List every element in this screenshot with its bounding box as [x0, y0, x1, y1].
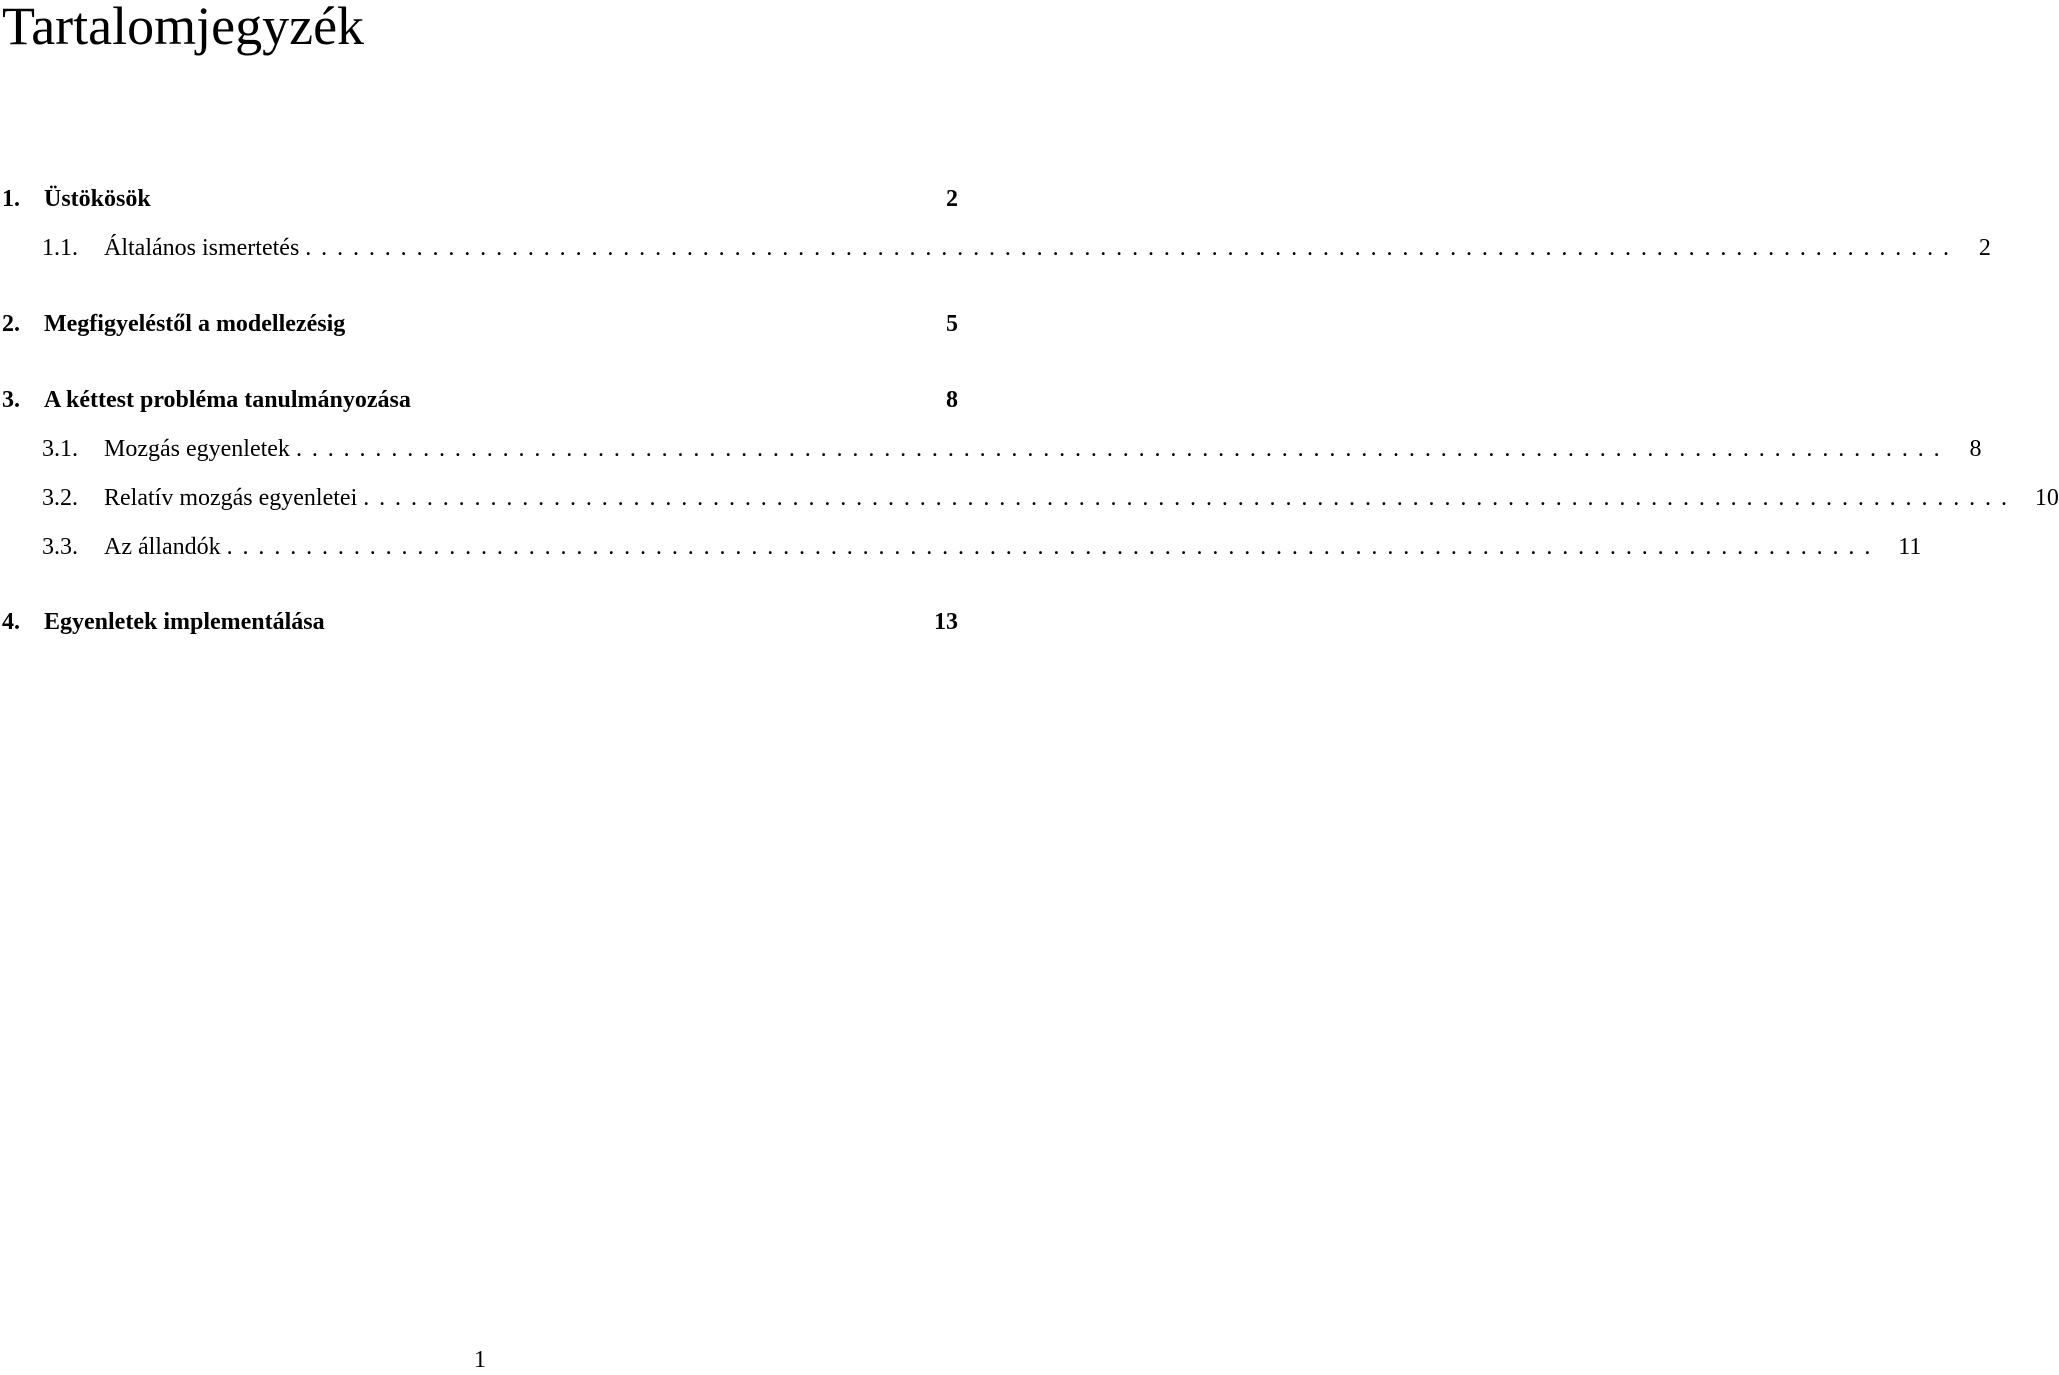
toc-leader: ........................................................................................................ — [295, 436, 1950, 462]
toc-entry-number: 3.3. — [42, 534, 78, 560]
toc-entry-title: Általános ismertetés — [104, 235, 300, 261]
toc-entry-title: Mozgás egyenletek — [104, 436, 290, 462]
toc-entry-number: 2. — [2, 311, 20, 337]
toc-entry-3-2[interactable] — [0, 483, 2059, 513]
toc-entry-title: Relatív mozgás egyenletei — [104, 485, 358, 511]
toc-entry-page: 10 — [2034, 485, 2059, 511]
toc-leader: ........................................................................................................ — [305, 235, 1959, 261]
toc-entry-page: 8 — [1969, 436, 1982, 462]
toc-entry-3-3[interactable] — [0, 532, 1922, 562]
toc-entry-title: Egyenletek implementálása — [44, 609, 325, 635]
toc-entry-2[interactable] — [0, 309, 958, 339]
toc-entry-page: 8 — [946, 387, 958, 413]
toc-entry-title: Az állandók — [104, 534, 221, 560]
toc-entry-1-1[interactable] — [0, 233, 1991, 263]
toc-entry-page: 13 — [934, 609, 958, 635]
toc-entry-title: Üstökösök — [44, 186, 151, 212]
toc-entry-number: 3. — [2, 387, 20, 413]
page-number: 1 — [474, 1347, 486, 1373]
toc-entry-number: 1. — [2, 186, 20, 212]
toc-leader: ........................................................................................................ — [226, 534, 1881, 560]
toc-entry-number: 3.1. — [42, 436, 78, 462]
toc-leader: ........................................................................................................ — [363, 485, 2017, 511]
toc-entry-number: 3.2. — [42, 485, 78, 511]
toc-entry-number: 4. — [2, 609, 20, 635]
page-title: Tartalomjegyzék — [2, 0, 365, 56]
toc-entry-page: 11 — [1898, 534, 1922, 560]
toc-entry-number: 1.1. — [42, 235, 78, 261]
toc-entry-title: A kéttest probléma tanulmányozása — [44, 387, 411, 413]
toc-entry-page: 2 — [1978, 235, 1991, 261]
toc-entry-4[interactable] — [0, 607, 958, 637]
toc-entry-3[interactable] — [0, 385, 958, 415]
toc-entry-title: Megfigyeléstől a modellezésig — [44, 311, 346, 337]
toc-entry-page: 2 — [946, 186, 958, 212]
toc-entry-1[interactable] — [0, 184, 958, 214]
toc-entry-3-1[interactable] — [0, 434, 1982, 464]
toc-entry-page: 5 — [946, 311, 958, 337]
